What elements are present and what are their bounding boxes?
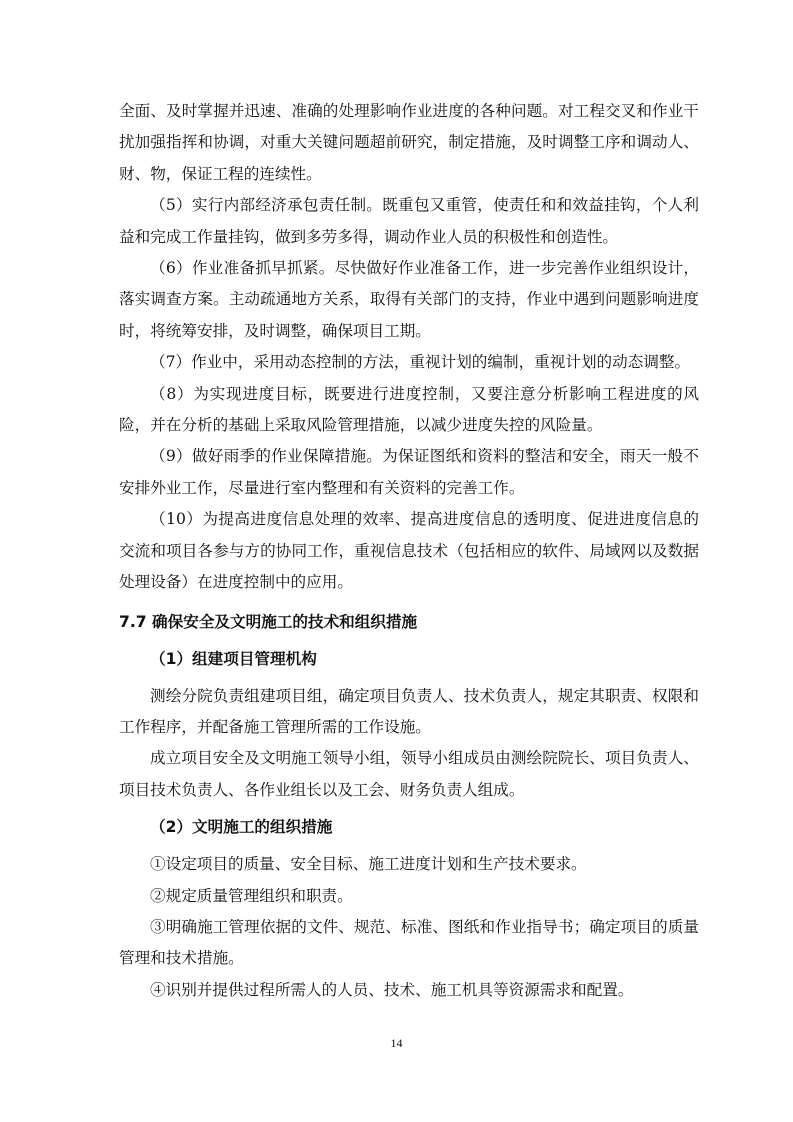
list-item: ①设定项目的质量、安全目标、施工进度计划和生产技术要求。 bbox=[150, 855, 587, 874]
paragraph-item-9: （9）做好雨季的作业保障措施。为保证图纸和资料的整洁和安全，雨天一般不安排外业工作，尽量进行室内整理和有关资料的完善工作。 bbox=[119, 447, 699, 497]
list-item: ④识别并提供过程所需人的人员、技术、施工机具等资源需求和配置。 bbox=[150, 980, 634, 999]
paragraph-item-7: （7）作业中，采用动态控制的方法，重视计划的编制，重视计划的动态调整。 bbox=[150, 353, 691, 372]
paragraph-continuation: 全面、及时掌握并迅速、准确的处理影响作业进度的各种问题。对工程交叉和作业干扰加强指挥和协调，对重大关键问题超前研究，制定措施，及时调整工序和调动人、财、物，保证工程的连续性。 bbox=[119, 102, 699, 183]
subsection-heading-2: （2）文明施工的组织措施 bbox=[150, 818, 333, 837]
subsection-heading-1: （1）组建项目管理机构 bbox=[150, 649, 317, 668]
paragraph-item-8: （8）为实现进度目标，既要进行进度控制，又要注意分析影响工程进度的风险，并在分析的基础上采取风险管理措施，以减少进度失控的风险量。 bbox=[119, 384, 699, 435]
page-number: 14 bbox=[390, 1036, 403, 1050]
paragraph: 成立项目安全及文明施工领导小组，领导小组成员由测绘院院长、项目负责人、项目技术负责人、各作业组长以及工会、财务负责人组成。 bbox=[119, 749, 699, 799]
list-item: ②规定质量管理组织和职责。 bbox=[150, 886, 353, 905]
paragraph: 测绘分院负责组建项目组，确定项目负责人、技术负责人，规定其职责、权限和工作程序，并配备施工管理所需的工作设施。 bbox=[119, 686, 699, 736]
paragraph-item-5: （5）实行内部经济承包责任制。既重包又重管，使责任和和效益挂钩，个人利益和完成工作量挂钩，做到多劳多得，调动作业人员的积极性和创造性。 bbox=[119, 196, 699, 246]
list-item: ③明确施工管理依据的文件、规范、标准、图纸和作业指导书；确定项目的质量管理和技术措施。 bbox=[119, 917, 699, 968]
paragraph-item-10: （10）为提高进度信息处理的效率、提高进度信息的透明度、促进进度信息的交流和项目各参与方的协同工作，重视信息技术（包括相应的软件、局域网以及数据处理设备）在进度控制中的应用。 bbox=[119, 510, 699, 592]
page-content bbox=[119, 96, 699, 1006]
paragraph-item-6: （6）作业准备抓早抓紧。尽快做好作业准备工作，进一步完善作业组织设计，落实调查方案。主动疏通地方关系，取得有关部门的支持，作业中遇到问题影响进度时，将统筹安排，及时调整，确保项目工期。 bbox=[119, 259, 699, 340]
section-heading: 7.7 确保安全及文明施工的技术和组织措施 bbox=[119, 612, 418, 631]
